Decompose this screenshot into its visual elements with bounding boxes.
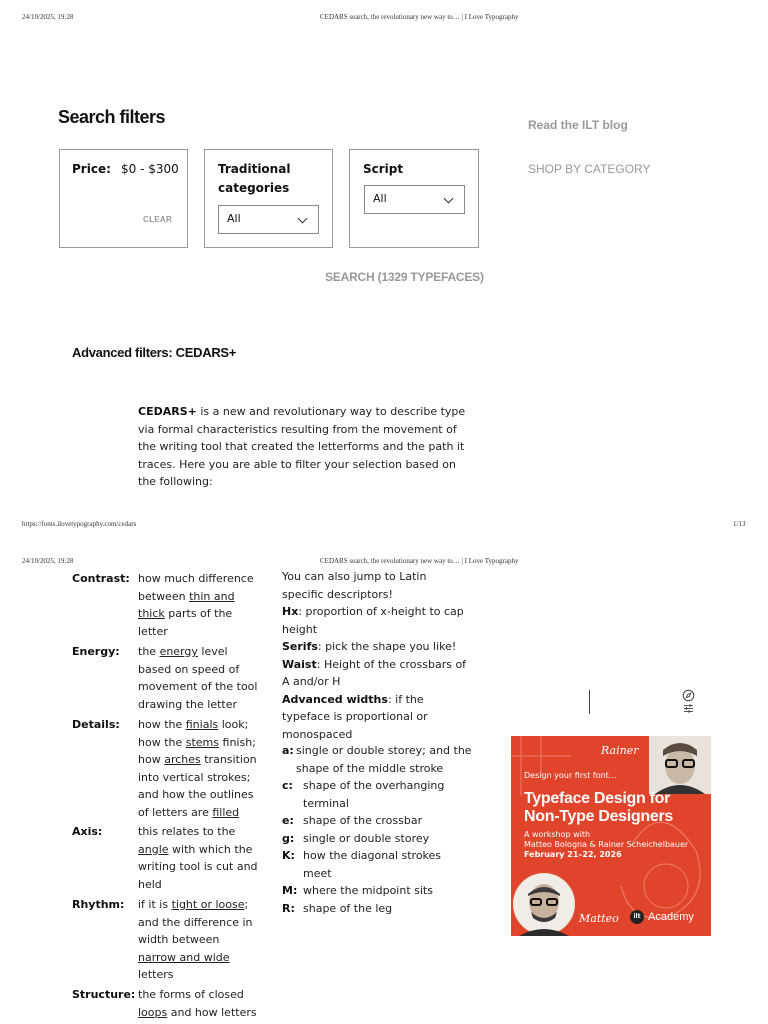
definition-text: how much difference between (138, 572, 254, 603)
definition-text: look; how the (138, 718, 249, 749)
ad-headline: Typeface Design for Non-Type Designers (524, 790, 673, 825)
price-filter (59, 149, 188, 248)
descriptor-text: : if the typeface is proportional or monospaced (282, 692, 428, 741)
letter-text: shape of the overhanging terminal (303, 779, 445, 810)
definition-text: and how letters (167, 1005, 257, 1019)
definition-text: if it is (138, 898, 172, 911)
letter-descriptor-item[interactable] (282, 900, 472, 918)
descriptor-text: : proportion of x-height to cap height (282, 605, 464, 636)
letter-text: shape of the crossbar (303, 814, 423, 827)
letter-key: g: (282, 831, 295, 845)
cedars-filter-link[interactable]: angle (138, 842, 169, 856)
letter-descriptor-item[interactable] (282, 847, 472, 882)
latin-descriptor-item[interactable] (282, 603, 468, 638)
script-label: Script (363, 162, 404, 176)
script-select[interactable] (364, 185, 465, 214)
vertical-divider (589, 690, 590, 714)
print-title-p2: CEDARS search, the revolutionary new way to… | I Love Typography (320, 557, 519, 565)
letter-descriptor-item[interactable] (282, 812, 472, 830)
cedars-term-label: Structure: (72, 988, 136, 1001)
cedars-filter-link[interactable]: finials (185, 718, 219, 731)
cedars-filter-link[interactable]: tight or loose (171, 898, 245, 911)
cedars-term-definition (138, 896, 258, 984)
ad-brand: Academy (648, 911, 694, 923)
cedars-term-label: Rhythm: (72, 898, 125, 911)
descriptor-key: Advanced widths (282, 692, 388, 706)
cedars-term-label: Axis: (72, 825, 103, 838)
definition-text: letters (138, 968, 174, 981)
letter-descriptor-item[interactable] (282, 830, 472, 848)
definition-text: ; and the difference in width between (138, 898, 253, 946)
print-title: CEDARS search, the revolutionary new way to… | I Love Typography (320, 13, 519, 21)
cedars-term-definition (138, 643, 258, 713)
cedars-term-definition (138, 986, 258, 1021)
letter-key: K: (282, 849, 295, 862)
search-filters-title: Search filters (58, 107, 166, 127)
definition-text: how the (138, 718, 186, 731)
definition-text: transition into vertical strokes; and how the outlines of letters are (138, 753, 257, 819)
chevron-down-icon (444, 194, 454, 204)
cedars-filter-link[interactable]: arches (164, 753, 201, 766)
descriptor-text: : Height of the crossbars of A and/or H (282, 657, 467, 688)
latin-intro: You can also jump to Latin specific descriptors! (282, 570, 427, 601)
print-datetime-p2: 24/10/2025, 19:28 (22, 557, 74, 565)
definition-text: parts of the letter (138, 607, 233, 638)
matteo-portrait (511, 866, 577, 936)
latin-descriptor-item[interactable] (282, 638, 468, 656)
cedars-filter-link[interactable]: thin and thick (138, 589, 235, 620)
cedars-filter-link[interactable]: loops (138, 1005, 168, 1019)
price-range-value[interactable]: $0 - $300 (121, 162, 179, 176)
sliders-icon[interactable] (683, 703, 694, 714)
search-button[interactable]: SEARCH (1329 TYPEFACES) (325, 270, 484, 284)
clear-price-button[interactable]: CLEAR (143, 215, 173, 224)
rainer-signature: Rainer (601, 744, 639, 757)
descriptor-key: Hx (282, 605, 299, 618)
print-page-number: 1/13 (733, 520, 746, 528)
latin-descriptor-item[interactable] (282, 656, 468, 691)
cedars-term-label: Energy: (72, 645, 120, 658)
script-filter (349, 149, 479, 248)
price-label: Price: (72, 162, 111, 176)
latin-descriptors (282, 568, 468, 743)
cedars-filter-link[interactable]: energy (159, 645, 198, 658)
cedars-filter-link[interactable]: filled (212, 805, 240, 819)
compass-icon[interactable] (682, 689, 695, 702)
definition-text: level based on speed of movement of the tool drawing the letter (138, 645, 258, 711)
cedars-filter-link[interactable]: narrow and wide (138, 950, 230, 964)
descriptor-key: Serifs (282, 640, 318, 653)
print-url: https://fonts.ilovetypography.com/cedars (22, 520, 137, 528)
letter-key: M: (282, 884, 298, 897)
advanced-filters-title: Advanced filters: CEDARS+ (72, 345, 237, 360)
letter-descriptor-item[interactable] (282, 882, 472, 900)
cedars-intro-text: is a new and revolutionary way to describe type via formal characteristics resulting from the movement of the writing tool that created the letterforms and the path it traces. Here you are able to filter your selection based on the following: (138, 405, 466, 488)
letter-key: e: (282, 814, 294, 827)
cedars-term-definition (138, 716, 258, 821)
letter-text: where the midpoint sits (303, 884, 433, 897)
definition-text: finish; how (138, 735, 256, 766)
descriptor-text: : pick the shape you like! (317, 640, 457, 653)
latin-descriptor-item[interactable] (282, 691, 468, 744)
definition-text: the forms of closed (138, 988, 244, 1001)
letter-key: c: (282, 779, 293, 792)
cedars-term-definition (138, 823, 258, 893)
traditional-categories-selected: All (227, 212, 241, 225)
letter-text: single or double storey; and the shape of the middle stroke (296, 744, 472, 775)
letter-key: R: (282, 901, 295, 915)
ad-tagline: Design your first font… (524, 771, 617, 780)
cedars-filter-link[interactable]: stems (185, 735, 220, 749)
letter-text: shape of the leg (303, 901, 393, 915)
read-blog-link[interactable]: Read the ILT blog (528, 118, 628, 132)
rainer-portrait (649, 736, 711, 794)
shop-by-category-link[interactable]: SHOP BY CATEGORY (528, 162, 651, 176)
script-selected: All (373, 192, 387, 205)
descriptor-key: Waist (282, 657, 317, 671)
traditional-categories-label: Traditional categories (218, 162, 291, 195)
ilt-logo: ilt (630, 910, 644, 924)
cedars-term-label: Contrast: (72, 572, 130, 585)
ad-subtitle: A workshop with Matteo Bologna & Rainer Scheichelbauer February 21–22, 2026 (524, 830, 689, 859)
letter-key: a: (282, 744, 294, 757)
traditional-categories-select[interactable] (218, 205, 319, 234)
matteo-signature: Matteo (579, 912, 619, 925)
traditional-categories-filter (204, 149, 333, 248)
definition-text: this relates to the (138, 825, 236, 838)
letter-text: single or double storey (303, 831, 430, 845)
cedars-term-definition (138, 570, 258, 640)
definition-text: with which the writing tool is cut and held (138, 842, 258, 891)
cedars-intro-bold: CEDARS+ (138, 405, 197, 418)
letter-descriptor-item[interactable] (282, 742, 472, 777)
letter-descriptor-item[interactable] (282, 777, 472, 812)
print-datetime: 24/10/2025, 19:28 (22, 13, 74, 21)
cedars-intro (138, 403, 473, 491)
chevron-down-icon (298, 214, 308, 224)
definition-text: the (138, 645, 160, 658)
letter-text: how the diagonal strokes meet (303, 849, 442, 880)
academy-advertisement[interactable] (511, 736, 711, 936)
letter-descriptors (282, 742, 472, 917)
cedars-term-label: Details: (72, 718, 120, 731)
